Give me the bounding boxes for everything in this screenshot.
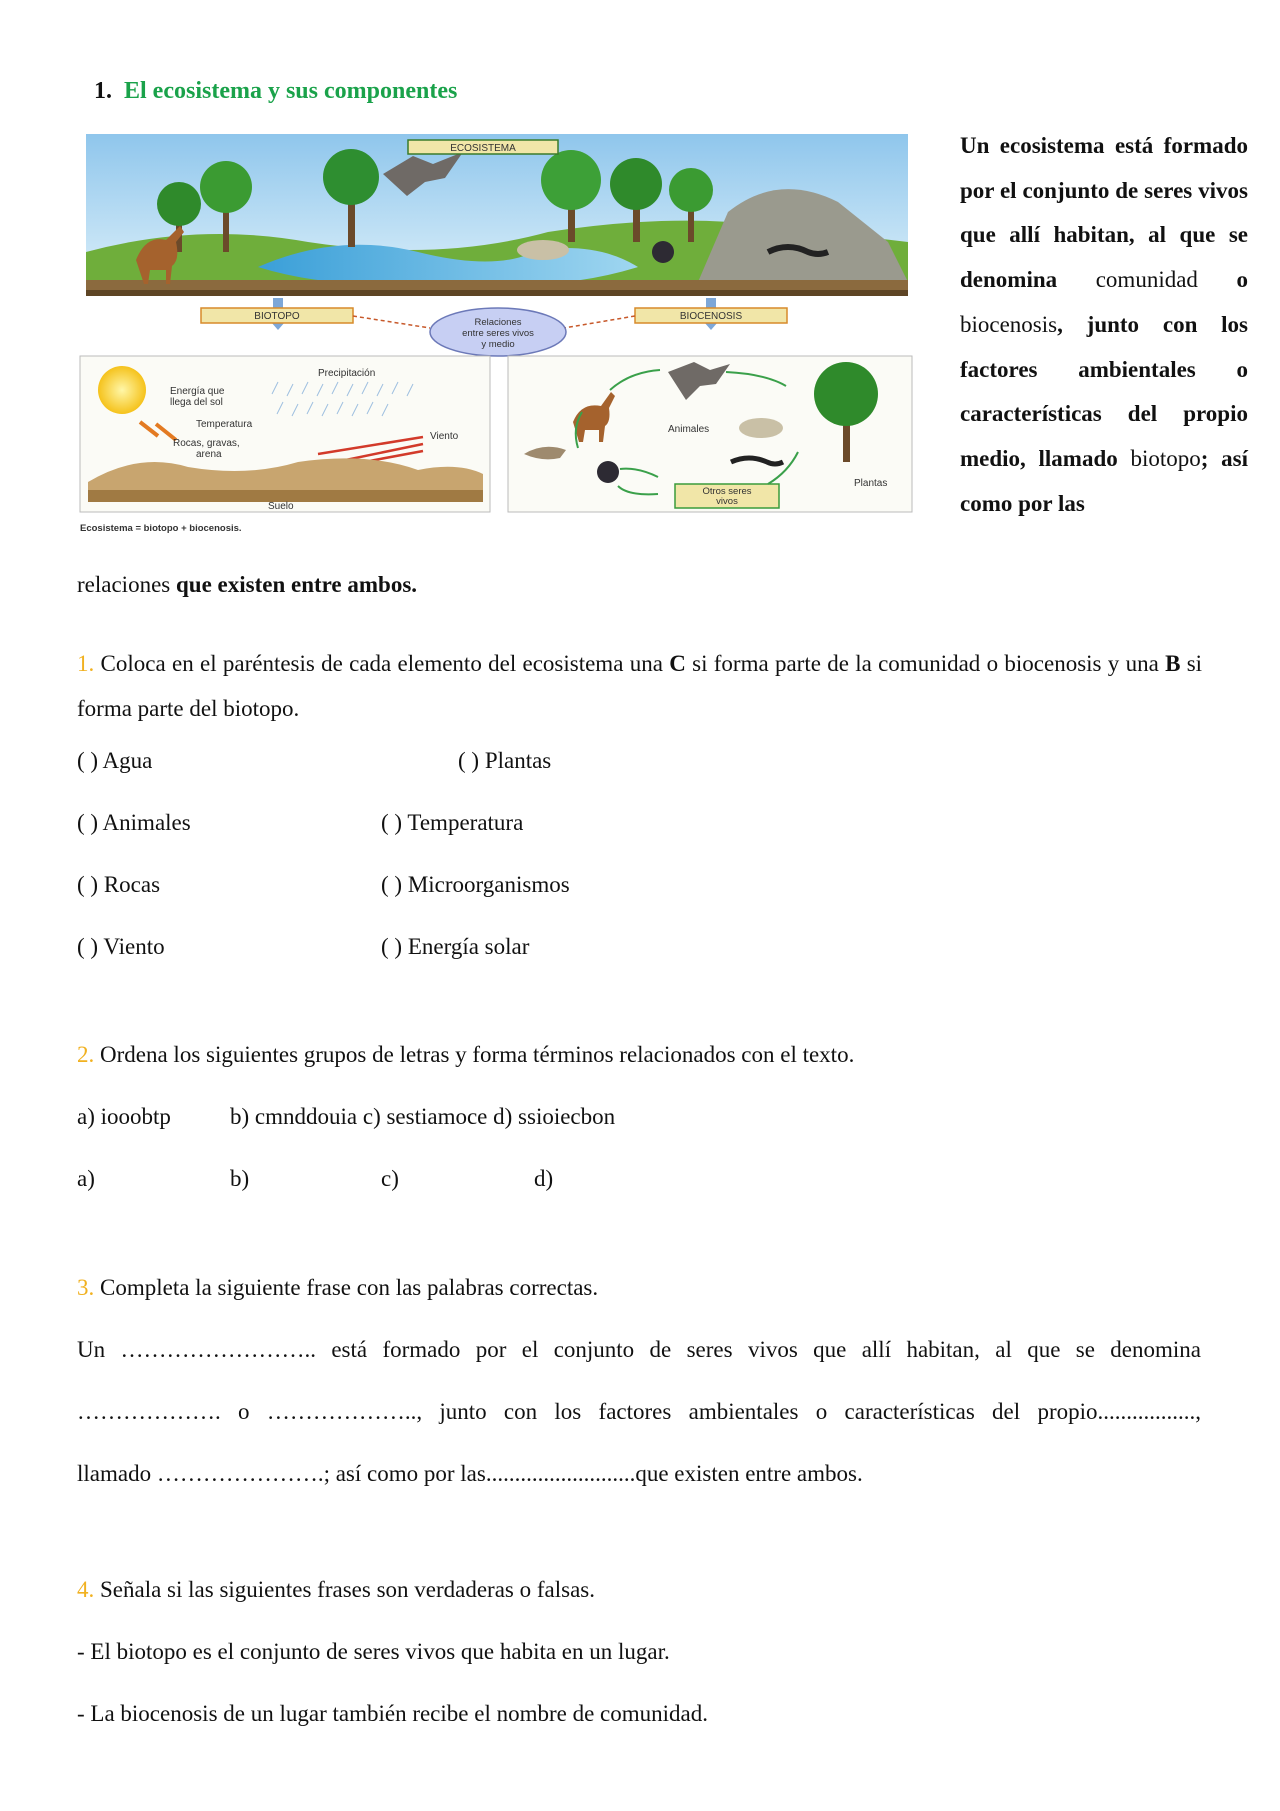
- statement-2[interactable]: - La biocenosis de un lugar también recibe el nombre de comunidad.: [77, 1701, 709, 1726]
- intro-text-2: o: [1236, 267, 1248, 293]
- option-temperatura[interactable]: ( ) Temperatura: [381, 810, 524, 835]
- biotopo-label: BIOTOPO: [254, 311, 300, 322]
- energia-line-2: llega del sol: [170, 397, 223, 408]
- intro-tail: [77, 572, 417, 598]
- question-4-number: 4.: [77, 1577, 95, 1602]
- option-viento[interactable]: ( ) Viento: [77, 934, 165, 959]
- question-1-text-c: biocenosis y una: [1004, 651, 1159, 676]
- question-2-number: 2.: [77, 1042, 95, 1067]
- wildcat-small-icon: [739, 418, 783, 438]
- relaciones-line-1: Relaciones: [474, 317, 522, 328]
- fill-line-2[interactable]: ………………. o ……………….., junto con los factores ambientales o características del propio.................,: [77, 1399, 1201, 1424]
- question-4: [77, 1577, 595, 1603]
- fill-line-1[interactable]: Un …………………….. está formado por el conjunto de seres vivos que allí habitan, al que se denomina: [77, 1337, 1201, 1362]
- anagram-a: a) iooobtp: [77, 1104, 171, 1129]
- option-rocas[interactable]: ( ) Rocas: [77, 872, 161, 897]
- fill-line-3[interactable]: llamado ………………….; así como por las..........................que existen entre ambos.: [77, 1461, 863, 1486]
- relaciones-line-3: y medio: [481, 339, 515, 350]
- section-title: El ecosistema y sus componentes: [124, 78, 458, 104]
- intro-text-4: ; así como por las: [960, 445, 1249, 516]
- option-plantas[interactable]: ( ) Plantas: [458, 748, 552, 773]
- intro-text-3: , junto con los factores ambientales o características del propio medio, llamado: [960, 311, 1248, 471]
- wildcat-icon: [517, 240, 569, 260]
- intro-paragraph: [960, 124, 1248, 526]
- option-energia-solar[interactable]: ( ) Energía solar: [381, 934, 530, 959]
- answer-d[interactable]: d): [534, 1166, 554, 1191]
- question-1-text-d: si forma parte del biotopo.: [77, 651, 1203, 721]
- question-1: [77, 641, 1202, 731]
- answer-a[interactable]: a): [77, 1166, 95, 1191]
- anagram-rest: b) cmnddouia c) sestiamoce d) ssioiecbon: [230, 1104, 616, 1129]
- question-1-text-a: Coloca en el paréntesis de cada elemento del ecosistema una: [100, 651, 663, 676]
- energia-line-1: Energía que: [170, 386, 225, 397]
- question-2: [77, 1042, 854, 1068]
- option-agua[interactable]: ( ) Agua: [77, 748, 153, 773]
- precipitacion-label: Precipitación: [318, 368, 376, 379]
- question-1-text-b: si forma parte de la comunidad o: [692, 651, 999, 676]
- option-animales[interactable]: ( ) Animales: [77, 810, 191, 835]
- grouse-small-icon: [597, 461, 619, 483]
- option-microorganismos[interactable]: ( ) Microorganismos: [381, 872, 570, 897]
- relaciones-line-2: entre seres vivos: [462, 328, 534, 339]
- sun-icon: [98, 366, 146, 414]
- otros-line-2: vivos: [716, 496, 738, 507]
- otros-line-1: Otros seres: [702, 486, 752, 497]
- figure-caption: Ecosistema = biotopo + biocenosis.: [80, 523, 242, 534]
- question-3: [77, 1275, 598, 1301]
- temperatura-label: Temperatura: [196, 419, 253, 430]
- intro-term-relaciones: relaciones: [77, 572, 171, 597]
- intro-text-1: Un ecosistema está formado por el conjunto de seres vivos que allí habitan, al que se denomina: [960, 133, 1248, 293]
- grouse-icon: [652, 241, 674, 263]
- section-heading: [94, 78, 457, 105]
- question-1-letter-b: B: [1165, 651, 1181, 676]
- answer-b[interactable]: b): [230, 1166, 250, 1191]
- animales-label: Animales: [668, 424, 710, 435]
- intro-term-biocenosis: biocenosis: [960, 311, 1058, 337]
- rocas-line-1: Rocas, gravas,: [173, 438, 240, 449]
- biocenosis-label: BIOCENOSIS: [679, 311, 743, 322]
- ecosistema-label: ECOSISTEMA: [450, 143, 516, 154]
- question-2-text: Ordena los siguientes grupos de letras y forma términos relacionados con el texto.: [100, 1042, 855, 1067]
- intro-term-comunidad: comunidad: [1095, 267, 1198, 293]
- plantas-label: Plantas: [854, 478, 888, 489]
- question-4-text: Señala si las siguientes frases son verdaderas o falsas.: [100, 1577, 595, 1602]
- question-3-number: 3.: [77, 1275, 95, 1300]
- rocas-line-2: arena: [196, 449, 222, 460]
- viento-label: Viento: [430, 431, 459, 442]
- question-1-letter-c: C: [669, 651, 686, 676]
- question-1-number: 1.: [77, 651, 95, 676]
- tree-icon: [814, 362, 878, 426]
- ecosystem-figure: [78, 132, 918, 537]
- suelo-label: Suelo: [268, 501, 294, 512]
- statement-1[interactable]: - El biotopo es el conjunto de seres vivos que habita en un lugar.: [77, 1639, 670, 1664]
- intro-text-5: que existen entre ambos.: [175, 572, 418, 597]
- section-number: 1.: [94, 78, 112, 104]
- question-3-text: Completa la siguiente frase con las palabras correctas.: [100, 1275, 599, 1300]
- intro-term-biotopo: biotopo: [1130, 445, 1201, 471]
- answer-c[interactable]: c): [381, 1166, 399, 1191]
